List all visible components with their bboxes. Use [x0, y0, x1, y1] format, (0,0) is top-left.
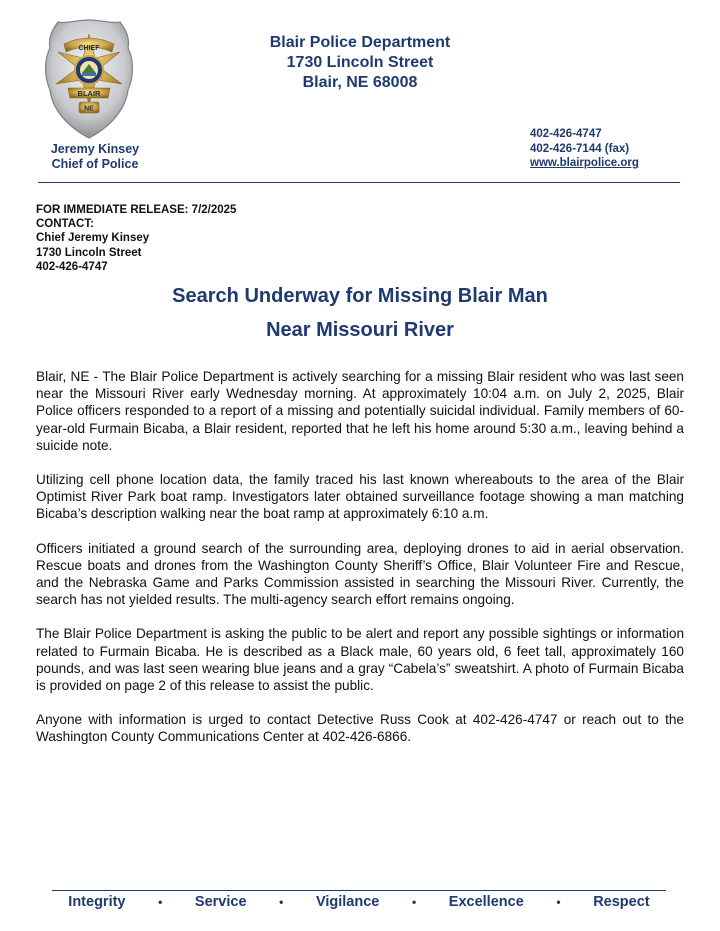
department-street: 1730 Lincoln Street	[286, 54, 434, 71]
department-city: Blair, NE 68008	[302, 74, 418, 91]
paragraph: Blair, NE - The Blair Police Department is actively searching for a missing Blair resident who was last seen near the Missouri River early Wednesday morning. At approximately 10:04 a.m. on July 2, 2025, Blair Police officers responded to a report of a missing and potentially suicidal individual. Family members of 60-year-old Furmain Bicaba, a Blair resident, reported that he left his home around 5:30 a.m., leaving behind a suicide note.	[36, 369, 684, 453]
value-service: Service	[194, 894, 247, 910]
contact-phone: 402-426-4747	[36, 260, 108, 273]
website-link[interactable]: www.blairpolice.org	[530, 157, 639, 169]
paragraph: Officers initiated a ground search of the surrounding area, deploying drones to aid in aerial observation. Rescue boats and drones from the Washington County Sheriff’s Office, Blair Volunteer Fire and Rescue, and the Nebraska Game and Parks Commission assisted in searching the Missouri River. Currently, the search has not yielded results. The multi-agency search effort remains ongoing.	[36, 540, 684, 608]
headline-line-2: Near Missouri River	[266, 319, 454, 341]
value-vigilance: Vigilance	[315, 894, 380, 910]
footer-separator: •	[411, 895, 417, 909]
paragraph: The Blair Police Department is asking the public to be alert and report any possible sightings or information related to Furmain Bicaba. He is described as a Black male, 60 years old, 6 feet tall, approximately 160 pounds, and was last seen wearing blue jeans and a gray “Cabela’s” sweatshirt. A photo of Furmain Bicaba is provided on page 2 of this release to assist the public.	[36, 626, 684, 694]
department-header	[230, 33, 490, 93]
footer-separator: •	[279, 895, 284, 909]
fax-number: 402-426-7144 (fax)	[530, 142, 630, 155]
paragraph: Anyone with information is urged to contact Detective Russ Cook at 402-426-4747 or reach out to the Washington County Communications Center at 402-426-6866.	[36, 712, 684, 745]
headline-line-1: Search Underway for Missing Blair Man	[172, 285, 548, 307]
release-date: FOR IMMEDIATE RELEASE: 7/2/2025	[36, 204, 237, 216]
phone-number: 402-426-4747	[530, 128, 602, 140]
value-respect: Respect	[593, 894, 650, 910]
chief-badge-icon	[42, 18, 136, 140]
contact-name: Chief Jeremy Kinsey	[36, 232, 150, 245]
chief-name: Jeremy Kinsey	[50, 142, 140, 156]
value-integrity: Integrity	[68, 894, 126, 910]
badge-bottom-text: NE	[84, 105, 94, 113]
footer-separator: •	[158, 895, 163, 909]
footer-divider	[52, 890, 666, 891]
footer-values	[52, 894, 666, 910]
department-name: Blair Police Department	[269, 34, 451, 51]
badge-center-text: BLAIR	[77, 89, 101, 98]
chief-info	[30, 142, 160, 172]
contact-block	[530, 127, 639, 171]
release-info	[36, 203, 236, 274]
badge-top-text: CHIEF	[78, 45, 100, 52]
chief-title: Chief of Police	[51, 157, 139, 171]
paragraph: Utilizing cell phone location data, the family traced his last known whereabouts to the area of the Blair Optimist River Park boat ramp. Investigators later obtained surveillance footage showing a man matching Bicaba’s description walking near the boat ramp at approximately 6:10 a.m.	[36, 472, 684, 522]
contact-street: 1730 Lincoln Street	[36, 246, 142, 259]
header-divider	[38, 182, 680, 183]
police-badge-logo	[42, 18, 136, 140]
contact-label: CONTACT:	[36, 218, 94, 231]
footer-separator: •	[556, 895, 561, 909]
value-excellence: Excellence	[448, 894, 524, 910]
article-body	[36, 368, 684, 763]
